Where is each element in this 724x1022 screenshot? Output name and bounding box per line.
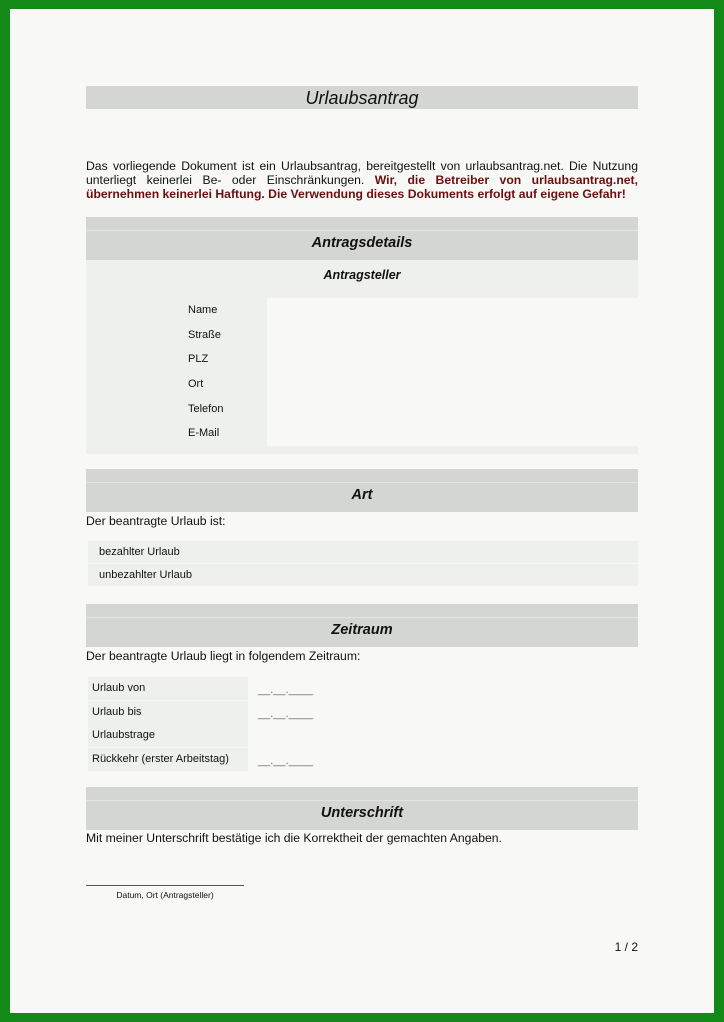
section-header-art <box>86 469 638 512</box>
art-description: Der beantragte Urlaub ist: <box>86 514 226 528</box>
table-row <box>88 748 318 771</box>
antragsteller-block <box>86 260 638 454</box>
field-label-telefon: Telefon <box>182 397 266 421</box>
section-header-unterschrift <box>86 787 638 830</box>
table-row <box>88 724 318 747</box>
art-options <box>88 541 638 587</box>
antragsteller-heading: Antragsteller <box>323 268 401 282</box>
document-page <box>10 9 714 1013</box>
option-bezahlter-urlaub[interactable]: bezahlter Urlaub <box>88 541 638 563</box>
date-field-urlaub-von[interactable]: __.__.____ <box>258 684 314 696</box>
row-label-urlaubstage: Urlaubstrage <box>88 724 248 747</box>
row-label-urlaub-bis: Urlaub bis <box>88 701 248 724</box>
signature-line[interactable] <box>86 885 244 886</box>
field-label-email: E-Mail <box>182 421 266 445</box>
section-title: Antragsdetails <box>311 235 413 251</box>
intro-paragraph <box>86 159 638 201</box>
field-label-strasse: Straße <box>182 323 266 347</box>
row-label-rueckkehr: Rückkehr (erster Arbeitstag) <box>88 748 248 771</box>
zeitraum-description: Der beantragte Urlaub liegt in folgendem Zeitraum: <box>86 649 361 663</box>
liability-warning: Wir, die Betreiber von urlaubsantrag.net, übernehmen keinerlei Haftung. Die Verwendung dieses Dokuments erfolgt auf eigene Gefahr! <box>86 173 638 201</box>
date-field-rueckkehr[interactable]: __.__.____ <box>258 754 314 767</box>
field-label-plz: PLZ <box>182 347 266 371</box>
field-label-name: Name <box>182 298 266 322</box>
section-title: Zeitraum <box>331 622 393 638</box>
value-field-urlaubstage[interactable] <box>248 724 258 747</box>
antragsteller-fields <box>182 298 266 446</box>
table-row <box>88 701 318 724</box>
date-field-urlaub-bis[interactable]: __.__.____ <box>258 707 314 720</box>
section-header-antragsdetails <box>86 217 638 260</box>
zeitraum-table <box>88 677 318 771</box>
table-row <box>88 677 318 700</box>
document-title: Urlaubsantrag <box>86 86 638 109</box>
page-number: 1 / 2 <box>614 940 638 954</box>
row-label-urlaub-von: Urlaub von <box>88 677 248 700</box>
section-header-zeitraum <box>86 604 638 647</box>
signature-caption: Datum, Ort (Antragsteller) <box>116 890 214 900</box>
intro-text: Das vorliegende Dokument ist ein Urlaubsantrag, bereitgestellt von urlaubsantrag.net. Die Nutzung unterliegt keinerlei Be- oder Einschränkungen. <box>86 159 638 187</box>
field-label-ort: Ort <box>182 372 266 396</box>
option-unbezahlter-urlaub[interactable]: unbezahlter Urlaub <box>88 564 638 586</box>
section-title: Art <box>351 487 373 503</box>
antragsteller-input-area[interactable] <box>267 298 638 446</box>
unterschrift-description: Mit meiner Unterschrift bestätige ich die Korrektheit der gemachten Angaben. <box>86 831 502 845</box>
section-title: Unterschrift <box>320 805 404 821</box>
